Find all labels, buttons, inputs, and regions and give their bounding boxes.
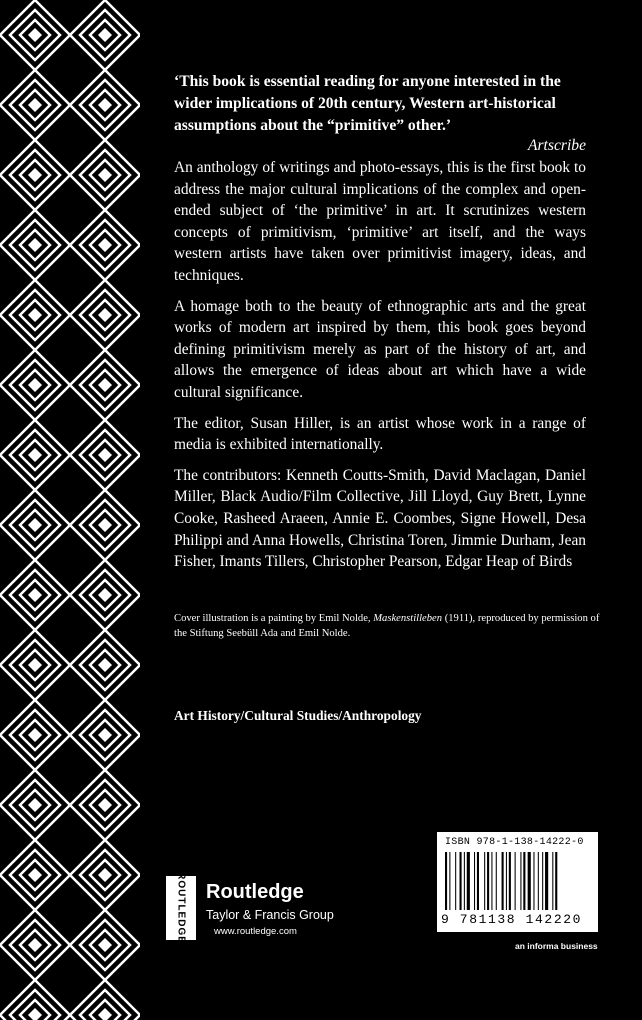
description-paragraph: An anthology of writings and photo-essays, this is the first book to address the major cultural implications of the complex and open-ended subject of ‘the primitive’ in art. It scrutinizes western concepts of primitivism, ‘primitive’ art itself, and the ways western artists have taken over primitivist imagery, ideas, and techniques.	[174, 159, 586, 284]
publisher-url: www.routledge.com	[214, 926, 297, 937]
review-quote	[174, 71, 586, 157]
isbn-barcode	[437, 832, 598, 932]
decorative-border-pattern	[0, 0, 140, 1020]
publisher-logo	[166, 872, 366, 946]
description-paragraph: The editor, Susan Hiller, is an artist whose work in a range of media is exhibited internationally.	[174, 414, 586, 454]
book-description	[174, 157, 586, 582]
subject-category: Art History/Cultural Studies/Anthropology	[174, 708, 422, 723]
informa-tagline: an informa business	[515, 941, 598, 951]
publisher-group: Taylor & Francis Group	[206, 908, 334, 922]
credit-painting-title: Maskenstilleben	[373, 613, 443, 624]
contributors-paragraph: The contributors: Kenneth Coutts-Smith, David Maclagan, Daniel Miller, Black Audio/Film Collective, Jill Lloyd, Guy Brett, Lynne Cooke, Rasheed Araeen, Annie E. Coombes, Signe Howell, Desa Philippi and Anna Howells, Christina Toren, Jimmie Durham, Jean Fisher, Imants Tillers, Christopher Pearson, Edgar Heap of Birds	[174, 466, 586, 571]
quote-source: Artscribe	[527, 137, 586, 154]
description-paragraph: A homage both to the beauty of ethnographic arts and the great works of modern art inspired by them, this book goes beyond defining primitivism merely as part of the history of art, and allows the emergence of ideas about art which have a wide cultural significance.	[174, 297, 586, 401]
barcode-icon	[445, 852, 591, 910]
cover-credit	[174, 612, 602, 641]
isbn-number: ISBN 978-1-138-14222-0	[445, 837, 584, 848]
barcode-digits: 9 781138 142220	[441, 912, 583, 927]
credit-after: (1911), reproduced by permission of the Stiftung Seebüll Ada and Emil Nolde.	[174, 613, 600, 639]
routledge-logo-icon: ROUTLEDGE	[166, 876, 196, 940]
quote-text: ‘This book is essential reading for anyone interested in the wider implications of 20th century, Western art-historical assumptions about the “primitive” other.’	[174, 73, 561, 134]
publisher-name: Routledge	[206, 881, 304, 903]
credit-before: Cover illustration is a painting by Emil Nolde,	[174, 613, 374, 624]
